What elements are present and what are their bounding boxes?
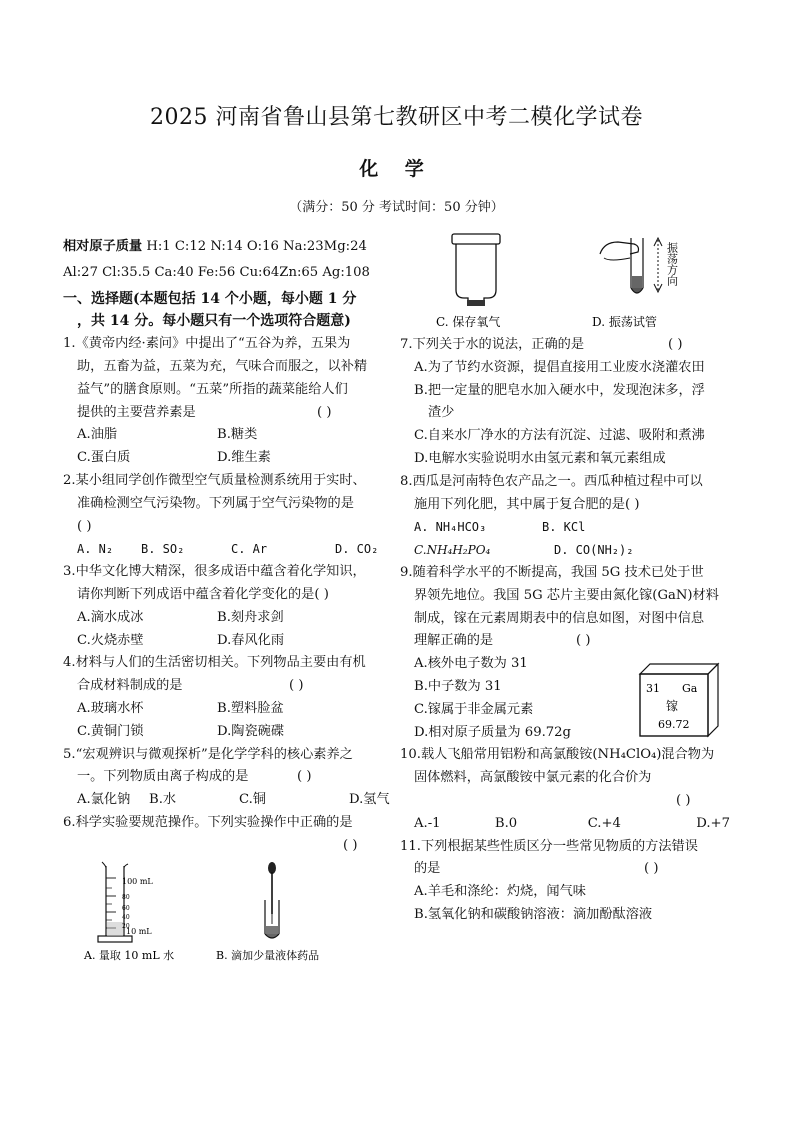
q1-option-a: A.油脂	[77, 427, 118, 443]
atomic-masses-line1	[63, 236, 393, 259]
q10-text: 固体燃料，高氯酸铵中氯元素的化合价为	[414, 770, 652, 786]
q2-answer-paren: ( )	[77, 518, 92, 534]
q5-text: 5.“宏观辨识与微观探析”是化学学科的核心素养之	[63, 746, 353, 762]
question-8	[400, 471, 730, 562]
q1-text: 助，五畜为益，五菜为充，气味合而服之，以补精	[77, 358, 368, 374]
q11-text	[400, 858, 730, 881]
cylinder-tick-label: 80	[122, 894, 130, 901]
q3-option-a: A.滴水成冰	[77, 609, 144, 625]
q3-option-d: D.春风化雨	[217, 632, 285, 648]
q9-text	[400, 630, 730, 653]
q3-text: 3.中华文化博大精深，很多成语中蕴含着化学知识，	[63, 564, 366, 580]
q3-option-c: C.火烧赤壁	[77, 632, 144, 648]
atomic-masses-values1: H:1 C:12 N:14 O:16 Na:23Mg:24	[142, 239, 367, 254]
q5-option-b: B.水	[149, 792, 177, 808]
q5-option-d: D.氢气	[349, 792, 390, 808]
element-atomic-number: 31	[646, 682, 660, 695]
q3-options-row2	[63, 630, 393, 653]
q10-option-a: A.-1	[414, 815, 441, 831]
q11-option-b: B.氢氧化钠和碳酸钠溶液：滴加酚酞溶液	[414, 906, 653, 922]
q5-answer-paren: ( )	[297, 769, 312, 785]
q2-option-d: D. CO₂	[335, 542, 379, 557]
atomic-masses-line2: Al:27 Cl:35.5 Ca:40 Fe:56 Cu:64Zn:65 Ag:108	[63, 264, 370, 280]
section1-heading-line2: ，共 14 分。每小题只有一个选项符合题意)	[77, 313, 351, 330]
q9-option-c: C.镓属于非金属元素	[414, 701, 534, 717]
q4-option-d: D.陶瓷碗碟	[217, 723, 285, 739]
q1-text-end: 提供的主要营养素是	[77, 404, 196, 420]
q11-text-end: 的是	[414, 861, 441, 877]
q6-answer-paren: ( )	[343, 837, 358, 853]
section1-heading-line1: 一、选择题(本题包括 14 个小题，每小题 1 分	[63, 290, 357, 307]
question-4	[63, 652, 393, 743]
element-atomic-mass: 69.72	[658, 718, 690, 731]
q11-option-a: A.羊毛和涤纶：灼烧，闻气味	[414, 884, 586, 900]
q10-answer-paren: ( )	[676, 792, 691, 808]
cylinder-tick-label: 20	[122, 923, 130, 930]
gas-bottle-icon	[452, 234, 500, 306]
gallium-element-cell	[636, 660, 722, 740]
q8-text: 施用下列化肥，其中属于复合肥的是( )	[414, 496, 640, 512]
q1-option-c: C.蛋白质	[77, 450, 131, 466]
q9-option-a: A.核外电子数为 31	[414, 656, 528, 672]
q7-option-a: A.为了节约水资源，提倡直接用工业废水浇灌农田	[414, 359, 705, 375]
q2-option-c: C. Ar	[231, 542, 268, 557]
q11-answer-paren: ( )	[644, 861, 659, 877]
q1-option-b: B.糖类	[217, 427, 258, 443]
q9-text: 9.随着科学水平的不断提高，我国 5G 技术已处于世	[400, 564, 704, 580]
q5-options-row	[63, 789, 393, 812]
q10-option-d: D.+7	[696, 815, 730, 831]
q8-option-b: B. KCl	[542, 520, 586, 535]
q1-text: 益气”的膳食原则。“五菜”所指的蔬菜能给人们	[77, 381, 348, 397]
question-6	[63, 812, 393, 858]
q5-text	[63, 766, 393, 789]
q9-text-end: 理解正确的是	[414, 633, 494, 649]
q9-option-b: B.中子数为 31	[414, 678, 502, 694]
q7-answer-paren: ( )	[668, 337, 683, 352]
subject-heading: 化 学	[359, 158, 434, 180]
q10-option-c: C.+4	[587, 815, 621, 831]
q9-text: 制成，镓在元素周期表中的信息如图，对图中信息	[414, 610, 705, 626]
q1-options-row2	[63, 447, 393, 470]
dropper-icon	[268, 862, 276, 924]
q3-options-row1	[63, 607, 393, 630]
hand-shaking-tube-icon	[600, 238, 662, 293]
q9-answer-paren: ( )	[576, 633, 591, 649]
question-2	[63, 470, 393, 561]
q7-option-c: C.自来水厂净水的方法有沉淀、过滤、吸附和煮沸	[414, 428, 705, 444]
atomic-masses-label: 相对原子质量	[63, 239, 143, 254]
q2-option-b: B. SO₂	[141, 542, 185, 557]
q9-option-d: D.相对原子质量为 69.72g	[414, 724, 571, 740]
q7-option-b: B.把一定量的肥皂水加入硬水中，发现泡沫多，浮	[414, 382, 705, 398]
q8-options-row2	[400, 539, 730, 562]
cylinder-tick-label: 40	[122, 914, 130, 921]
q6-figures-ab	[76, 858, 366, 966]
q2-options-row	[63, 538, 393, 561]
q2-text: 2.某小组同学创作微型空气质量检测系统用于实时、	[63, 472, 366, 488]
q5-text-end: 一。下列物质由离子构成的是	[77, 769, 249, 785]
q4-answer-paren: ( )	[289, 678, 304, 694]
q5-option-c: C.铜	[239, 792, 266, 808]
question-5	[63, 744, 393, 812]
q3-option-b: B.刻舟求剑	[217, 609, 284, 625]
q7-text-end: 7.下列关于水的说法，正确的是	[400, 337, 585, 352]
q9-text: 界领先地位。我国 5G 芯片主要由氮化镓(GaN)材料	[414, 587, 719, 603]
q6-text: 6.科学实验要规范操作。下列实验操作中正确的是	[63, 814, 353, 830]
q8-option-c: C.NH₄H₂PO₄	[414, 543, 491, 558]
q8-option-d: D. CO(NH₂)₂	[554, 543, 634, 558]
question-11	[400, 836, 730, 927]
right-column	[400, 334, 730, 927]
q6-caption-c: C. 保存氧气	[436, 315, 501, 329]
cylinder-bottom-label: 10 mL	[126, 927, 152, 936]
element-symbol: Ga	[682, 682, 698, 695]
q4-text-end: 合成材料制成的是	[77, 678, 183, 694]
q10-options-row	[400, 813, 730, 836]
q6-figures-cd	[420, 228, 720, 334]
q7-text	[400, 334, 730, 357]
q1-answer-paren: ( )	[317, 404, 332, 420]
q2-text: 准确检测空气污染物。下列属于空气污染物的是	[77, 495, 354, 511]
q7-option-d: D.电解水实验说明水由氢元素和氧元素组成	[414, 450, 666, 466]
question-7	[400, 334, 730, 471]
q6-caption-a: A. 量取 10 mL 水	[84, 949, 175, 962]
cylinder-top-label: 100 mL	[122, 877, 153, 886]
q6-caption-b: B. 滴加少量液体药品	[216, 949, 320, 962]
shake-direction-label: 振荡方向	[665, 242, 679, 286]
q4-option-a: A.玻璃水杯	[77, 700, 144, 716]
q10-text: 10.载人飞船常用铝粉和高氯酸铵(NH₄ClO₄)混合物为	[400, 747, 715, 763]
q4-option-c: C.黄铜门锁	[77, 723, 144, 739]
q11-text: 11.下列根据某些性质区分一些常见物质的方法错误	[400, 838, 698, 854]
q6-caption-d: D. 振荡试管	[592, 315, 657, 329]
q1-options-row1	[63, 424, 393, 447]
q4-text	[63, 675, 393, 698]
q1-text	[63, 402, 393, 425]
exam-title: 2025 河南省鲁山县第七教研区中考二模化学试卷	[150, 105, 643, 130]
exam-meta: （满分：50 分 考试时间：50 分钟）	[289, 200, 504, 215]
q8-options-row1	[400, 516, 730, 539]
q4-option-b: B.塑料脸盆	[217, 700, 284, 716]
q1-text: 1.《黄帝内经·素问》中提出了“五谷为养，五果为	[63, 336, 351, 352]
q5-option-a: A.氯化钠	[77, 792, 131, 808]
element-name: 镓	[666, 699, 679, 713]
cylinder-tick-label: 60	[122, 905, 130, 912]
q4-options-row2	[63, 721, 393, 744]
question-10	[400, 744, 730, 835]
question-1	[63, 333, 393, 470]
q10-option-b: B.0	[494, 815, 518, 831]
q8-option-a: A. NH₄HCO₃	[414, 520, 487, 535]
q4-options-row1	[63, 698, 393, 721]
q4-text: 4.材料与人们的生活密切相关。下列物品主要由有机	[63, 655, 366, 671]
q1-option-d: D.维生素	[217, 450, 271, 466]
q7-option-b-cont: 渣少	[428, 405, 455, 421]
question-3	[63, 561, 393, 652]
q8-text: 8.西瓜是河南特色农产品之一。西瓜种植过程中可以	[400, 473, 703, 489]
q3-text: 请你判断下列成语中蕴含着化学变化的是( )	[77, 586, 329, 602]
q2-option-a: A. N₂	[77, 542, 114, 557]
left-column	[63, 236, 393, 858]
